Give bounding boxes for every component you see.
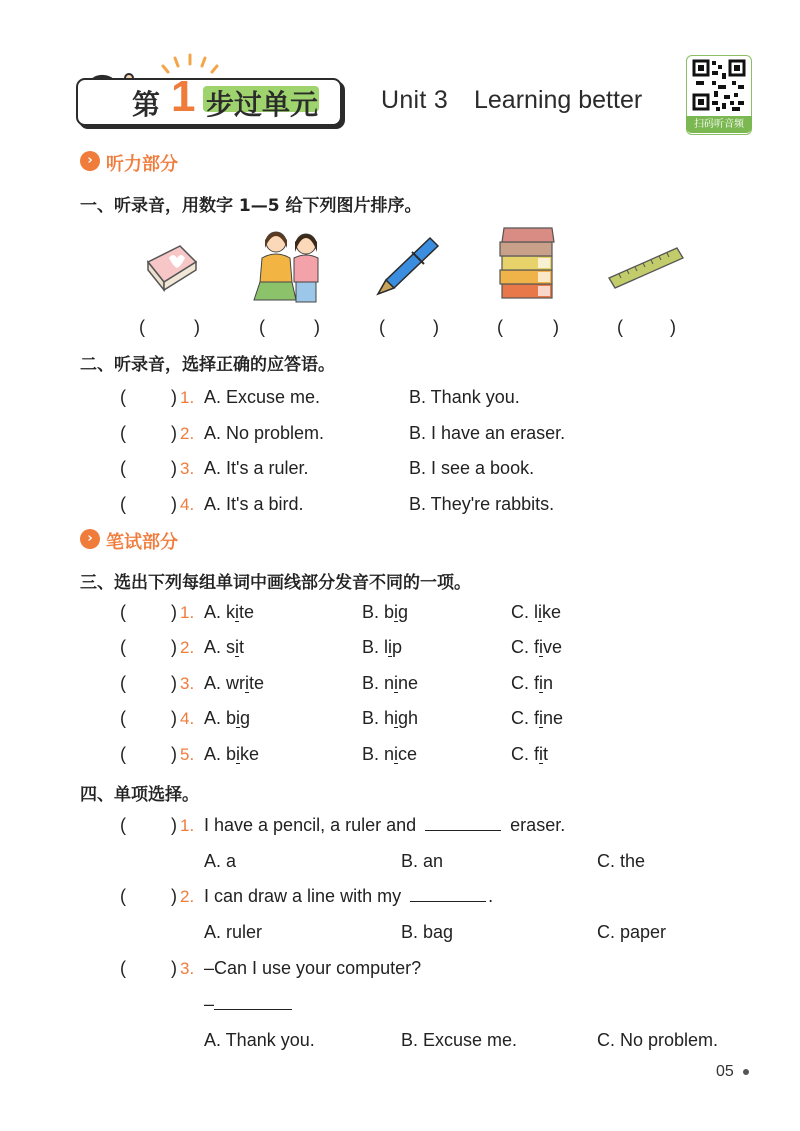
title-step-text: 步过单元 [206, 88, 319, 121]
q1-blank-close: ) [553, 317, 559, 337]
answer-paren-close: ) [171, 958, 177, 978]
option-b: B. I see a book. [409, 458, 535, 478]
question-stem: I can draw a line with my . [204, 886, 494, 906]
option-a: A. sit [204, 637, 245, 657]
answer-paren-open: ( [120, 673, 126, 693]
title-step-number: 1 [171, 72, 196, 121]
answer-paren-open: ( [120, 637, 126, 657]
option-c: C. the [597, 851, 646, 871]
option-b: B. bag [401, 922, 454, 942]
answer-line: – [204, 994, 292, 1015]
answer-paren-close: ) [171, 637, 177, 657]
option-c: C. fin [511, 673, 554, 693]
underlined-letter: i [245, 673, 250, 693]
q1-blank-close: ) [314, 317, 320, 337]
girls-talking-picture [248, 226, 332, 304]
answer-paren-close: ) [171, 458, 177, 478]
section-listening: 听力部分 [106, 154, 178, 175]
underlined-letter: i [236, 708, 241, 728]
answer-blank [410, 901, 486, 902]
answer-paren-open: ( [120, 886, 126, 906]
item-number: 4. [180, 709, 195, 728]
option-a: A. Excuse me. [204, 387, 321, 407]
item-number: 3. [180, 959, 195, 978]
answer-paren-close: ) [171, 423, 177, 443]
option-a: A. It's a ruler. [204, 458, 309, 478]
underlined-letter: i [394, 708, 399, 728]
underlined-letter: i [539, 673, 544, 693]
answer-paren-open: ( [120, 708, 126, 728]
option-a: A. a [204, 851, 237, 871]
answer-paren-open: ( [120, 958, 126, 978]
q3-heading: 三、选出下列每组单词中画线部分发音不同的一项。 [80, 573, 471, 593]
q2-heading: 二、听录音，选择正确的应答语。 [80, 355, 335, 375]
q1-blank-open: ( [379, 317, 385, 337]
answer-paren-open: ( [120, 602, 126, 622]
option-b: B. high [362, 708, 419, 728]
chevron-right-icon: › [80, 529, 100, 549]
option-b: B. nice [362, 744, 418, 764]
item-number: 4. [180, 495, 195, 514]
option-b: B. I have an eraser. [409, 423, 566, 443]
option-c: C. like [511, 602, 562, 622]
answer-paren-close: ) [171, 602, 177, 622]
option-a: A. It's a bird. [204, 494, 304, 514]
answer-paren-open: ( [120, 815, 126, 835]
item-number: 1. [180, 816, 195, 835]
question-stem: I have a pencil, a ruler and eraser. [204, 815, 566, 835]
item-number: 2. [180, 424, 195, 443]
option-c: C. No problem. [597, 1030, 719, 1050]
page-number: 05 [716, 1063, 734, 1080]
option-b: B. Thank you. [409, 387, 520, 407]
chevron-right-icon: › [80, 151, 100, 171]
answer-paren-close: ) [171, 387, 177, 407]
option-b: B. lip [362, 637, 403, 657]
option-a: A. write [204, 673, 265, 693]
answer-paren-close: ) [171, 744, 177, 764]
underlined-letter: i [539, 744, 544, 764]
q1-blank-open: ( [259, 317, 265, 337]
option-c: C. five [511, 637, 563, 657]
question-stem: –Can I use your computer? [204, 958, 422, 978]
answer-paren-open: ( [120, 387, 126, 407]
answer-paren-open: ( [120, 744, 126, 764]
option-b: B. They're rabbits. [409, 494, 555, 514]
option-b: B. Excuse me. [401, 1030, 518, 1050]
item-number: 2. [180, 887, 195, 906]
answer-paren-close: ) [171, 886, 177, 906]
underlined-letter: i [538, 602, 542, 622]
answer-paren-close: ) [171, 494, 177, 514]
underlined-letter: i [236, 744, 241, 764]
answer-paren-open: ( [120, 494, 126, 514]
option-b: B. nine [362, 673, 419, 693]
option-a: A. big [204, 708, 251, 728]
underlined-letter: i [235, 602, 240, 622]
answer-blank [214, 1009, 292, 1010]
title-di: 第 [132, 88, 161, 121]
option-c: C. paper [597, 922, 667, 942]
answer-paren-close: ) [171, 708, 177, 728]
option-c: C. fine [511, 708, 564, 728]
section-written: 笔试部分 [106, 532, 178, 553]
item-number: 3. [180, 459, 195, 478]
q1-blank-open: ( [617, 317, 623, 337]
option-a: A. ruler [204, 922, 263, 942]
underlined-letter: i [394, 602, 399, 622]
underlined-letter: i [539, 637, 544, 657]
answer-paren-open: ( [120, 458, 126, 478]
underlined-letter: i [388, 637, 393, 657]
answer-paren-close: ) [171, 673, 177, 693]
qr-label: 扫码听音频 [686, 116, 752, 133]
underlined-letter: i [394, 744, 399, 764]
qr-code-icon [688, 57, 750, 117]
option-b: B. an [401, 851, 444, 871]
item-number: 1. [180, 388, 195, 407]
item-number: 3. [180, 674, 195, 693]
option-a: A. No problem. [204, 423, 325, 443]
unit-name: Learning better [474, 86, 643, 114]
q1-blank-close: ) [670, 317, 676, 337]
option-a: A. kite [204, 602, 255, 622]
q4-heading: 四、单项选择。 [80, 785, 199, 805]
q1-blank-open: ( [497, 317, 503, 337]
answer-paren-close: ) [171, 815, 177, 835]
underlined-letter: i [235, 637, 240, 657]
option-a: A. Thank you. [204, 1030, 315, 1050]
item-number: 2. [180, 638, 195, 657]
unit-number: Unit 3 [381, 86, 449, 114]
item-number: 5. [180, 745, 195, 764]
eraser-picture [140, 232, 200, 294]
ruler-picture [605, 242, 685, 292]
q1-blank-close: ) [433, 317, 439, 337]
option-c: C. fit [511, 744, 549, 764]
answer-blank [425, 830, 501, 831]
underlined-letter: i [539, 708, 544, 728]
q1-blank-close: ) [194, 317, 200, 337]
answer-paren-open: ( [120, 423, 126, 443]
option-b: B. big [362, 602, 409, 622]
q1-blank-open: ( [139, 317, 145, 337]
item-number: 1. [180, 603, 195, 622]
books-picture [494, 222, 560, 306]
page-dot-icon [742, 1068, 750, 1076]
pen-picture [372, 232, 444, 298]
q1-heading: 一、听录音，用数字 1—5 给下列图片排序。 [80, 196, 422, 216]
option-a: A. bike [204, 744, 260, 764]
underlined-letter: i [394, 673, 399, 693]
